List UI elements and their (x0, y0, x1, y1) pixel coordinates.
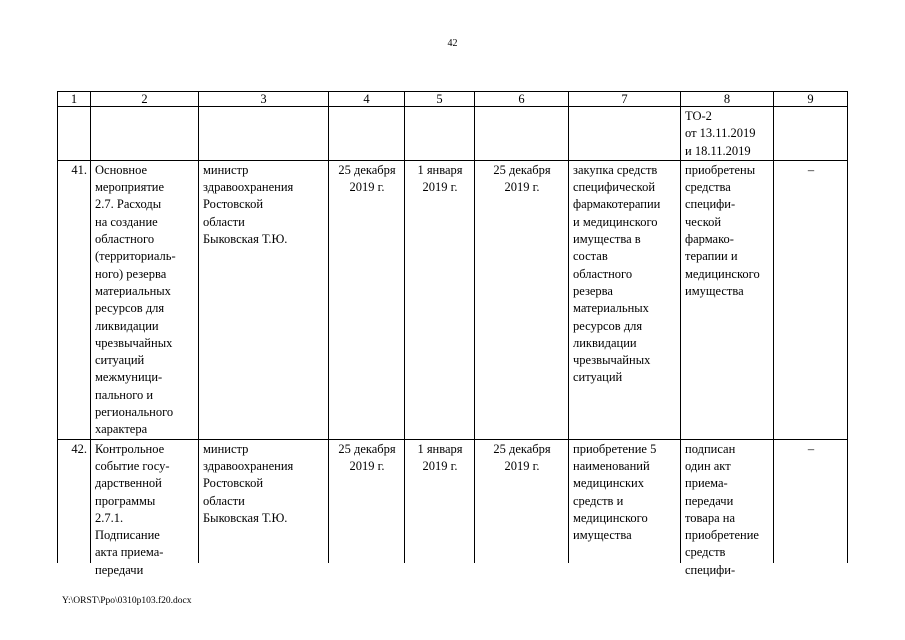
row-number: 41. (58, 160, 91, 439)
header-cell: 9 (774, 92, 848, 107)
responsible-cell (199, 439, 329, 563)
continuation-row (58, 107, 848, 161)
cell-line: министр (203, 162, 249, 177)
cell-line: материальных (573, 301, 649, 316)
cell-line: средств (685, 545, 726, 560)
cell-line: 25 декабря (493, 441, 551, 456)
cell-line: фармакотерапии (573, 197, 661, 212)
header-cell: 6 (475, 92, 569, 107)
file-path-footer: Y:\ORST\Ppo\0310p103.f20.docx (62, 596, 192, 606)
cell-line: 1 января (417, 441, 463, 456)
cell-line: передачи (685, 493, 734, 508)
cell-line: программы (95, 493, 156, 508)
header-row (58, 92, 848, 107)
cell-line: 2019 г. (349, 458, 385, 473)
header-cell: 5 (405, 92, 475, 107)
cell-line: министр (203, 441, 249, 456)
table-row (58, 160, 848, 439)
cell-line: Основное (95, 162, 148, 177)
cell-line: подписан (685, 441, 736, 456)
note-cell: – (774, 439, 848, 563)
cell-line: акта приема- (95, 545, 164, 560)
cell-line: материальных (95, 283, 171, 298)
cell-line: 25 декабря (338, 441, 396, 456)
cell-line: состав (573, 249, 608, 264)
expected-result-cell (569, 160, 681, 439)
header-cell: 1 (58, 92, 91, 107)
cell-line: областного (573, 266, 633, 281)
cell-line: 2.7. Расходы (95, 197, 162, 212)
cell-line: ресурсов для (573, 318, 643, 333)
cell-line: имущества (685, 283, 744, 298)
responsible-cell (199, 160, 329, 439)
note-cell: – (774, 160, 848, 439)
cell-line: ресурсов для (95, 301, 165, 316)
cell-line: 2019 г. (349, 180, 385, 195)
cell-line: чрезвычайных (573, 353, 651, 368)
cell-line: передачи (95, 562, 144, 577)
cell-line: 2019 г. (504, 458, 540, 473)
cell-line: дарственной (95, 476, 162, 491)
cell-line: и медицинского (573, 214, 658, 229)
cell-line: приема- (685, 476, 728, 491)
cell-line: ликвидации (573, 335, 637, 350)
cell-line: области (203, 493, 245, 508)
cell-line: 2.7.1. (95, 510, 124, 525)
cell-line: ликвидации (95, 318, 159, 333)
expected-result-cell (569, 439, 681, 563)
cell-line: событие госу- (95, 458, 170, 473)
cell-line: ТО-2 (685, 109, 712, 123)
cell-line: и 18.11.2019 (685, 143, 751, 158)
cell-line: межмуници- (95, 370, 163, 385)
cell-line: Ростовской (203, 476, 264, 491)
cell-line: имущества (573, 528, 632, 543)
actual-result-cell (681, 439, 774, 577)
table-row (58, 439, 848, 563)
date-cell (405, 160, 475, 439)
date-cell (329, 160, 405, 439)
measures-table (57, 91, 848, 577)
row-number: 42. (58, 439, 91, 563)
result-cell (681, 107, 774, 161)
cell-line: Контрольное (95, 441, 165, 456)
cell-line: товара на (685, 510, 735, 525)
cell-line: характера (95, 422, 148, 437)
cell-line: ситуаций (573, 370, 623, 385)
cell-line: ного) резерва (95, 266, 167, 281)
cell-line: 2019 г. (422, 180, 458, 195)
cell-line: медицинских (573, 476, 644, 491)
measure-name-cell (91, 439, 199, 577)
cell-line: 1 января (417, 162, 463, 177)
page-number: 42 (447, 38, 458, 49)
cell-line: мероприятие (95, 180, 165, 195)
cell-line: имущества в (573, 232, 641, 247)
cell-line: ситуаций (95, 353, 145, 368)
cell-line: специфи- (685, 197, 736, 212)
cell-line: средства (685, 180, 731, 195)
header-cell: 8 (681, 92, 774, 107)
cell-line: фармако- (685, 232, 734, 247)
cell-line: Ростовской (203, 197, 264, 212)
cell-line: 25 декабря (493, 162, 551, 177)
cell-line: на создание (95, 214, 158, 229)
cell-line: Подписание (95, 528, 160, 543)
cell-line: терапии и (685, 249, 738, 264)
date-cell (405, 439, 475, 563)
actual-result-cell (681, 160, 774, 439)
header-cell: 4 (329, 92, 405, 107)
cell-line: регионального (95, 405, 174, 420)
measure-name-cell (91, 160, 199, 439)
cell-line: здравоохранения (203, 180, 294, 195)
cell-line: один акт (685, 458, 731, 473)
cell-line: 2019 г. (504, 180, 540, 195)
cell-line: Быковская Т.Ю. (203, 510, 288, 525)
header-cell: 3 (199, 92, 329, 107)
cell-line: приобретены (685, 162, 756, 177)
cell-line: специфической (573, 180, 656, 195)
cell-line: медицинского (685, 266, 760, 281)
header-cell: 7 (569, 92, 681, 107)
date-cell (475, 439, 569, 563)
cell-line: средств и (573, 493, 624, 508)
date-cell (329, 439, 405, 563)
cell-line: 2019 г. (422, 458, 458, 473)
cell-line: резерва (573, 283, 613, 298)
cell-line: (территориаль- (95, 249, 176, 264)
cell-line: ческой (685, 214, 722, 229)
cell-line: медицинского (573, 510, 648, 525)
cell-line: чрезвычайных (95, 335, 173, 350)
cell-line: закупка средств (573, 162, 658, 177)
cell-line: наименований (573, 458, 650, 473)
cell-line: от 13.11.2019 (685, 126, 756, 141)
cell-line: специфи- (685, 562, 736, 577)
cell-line: области (203, 214, 245, 229)
cell-line: Быковская Т.Ю. (203, 232, 288, 247)
cell-line: приобретение 5 (573, 441, 657, 456)
cell-line: пального и (95, 387, 154, 402)
date-cell (475, 160, 569, 439)
cell-line: 25 декабря (338, 162, 396, 177)
cell-line: здравоохранения (203, 458, 294, 473)
header-cell: 2 (91, 92, 199, 107)
cell-line: приобретение (685, 528, 759, 543)
cell-line: областного (95, 232, 155, 247)
